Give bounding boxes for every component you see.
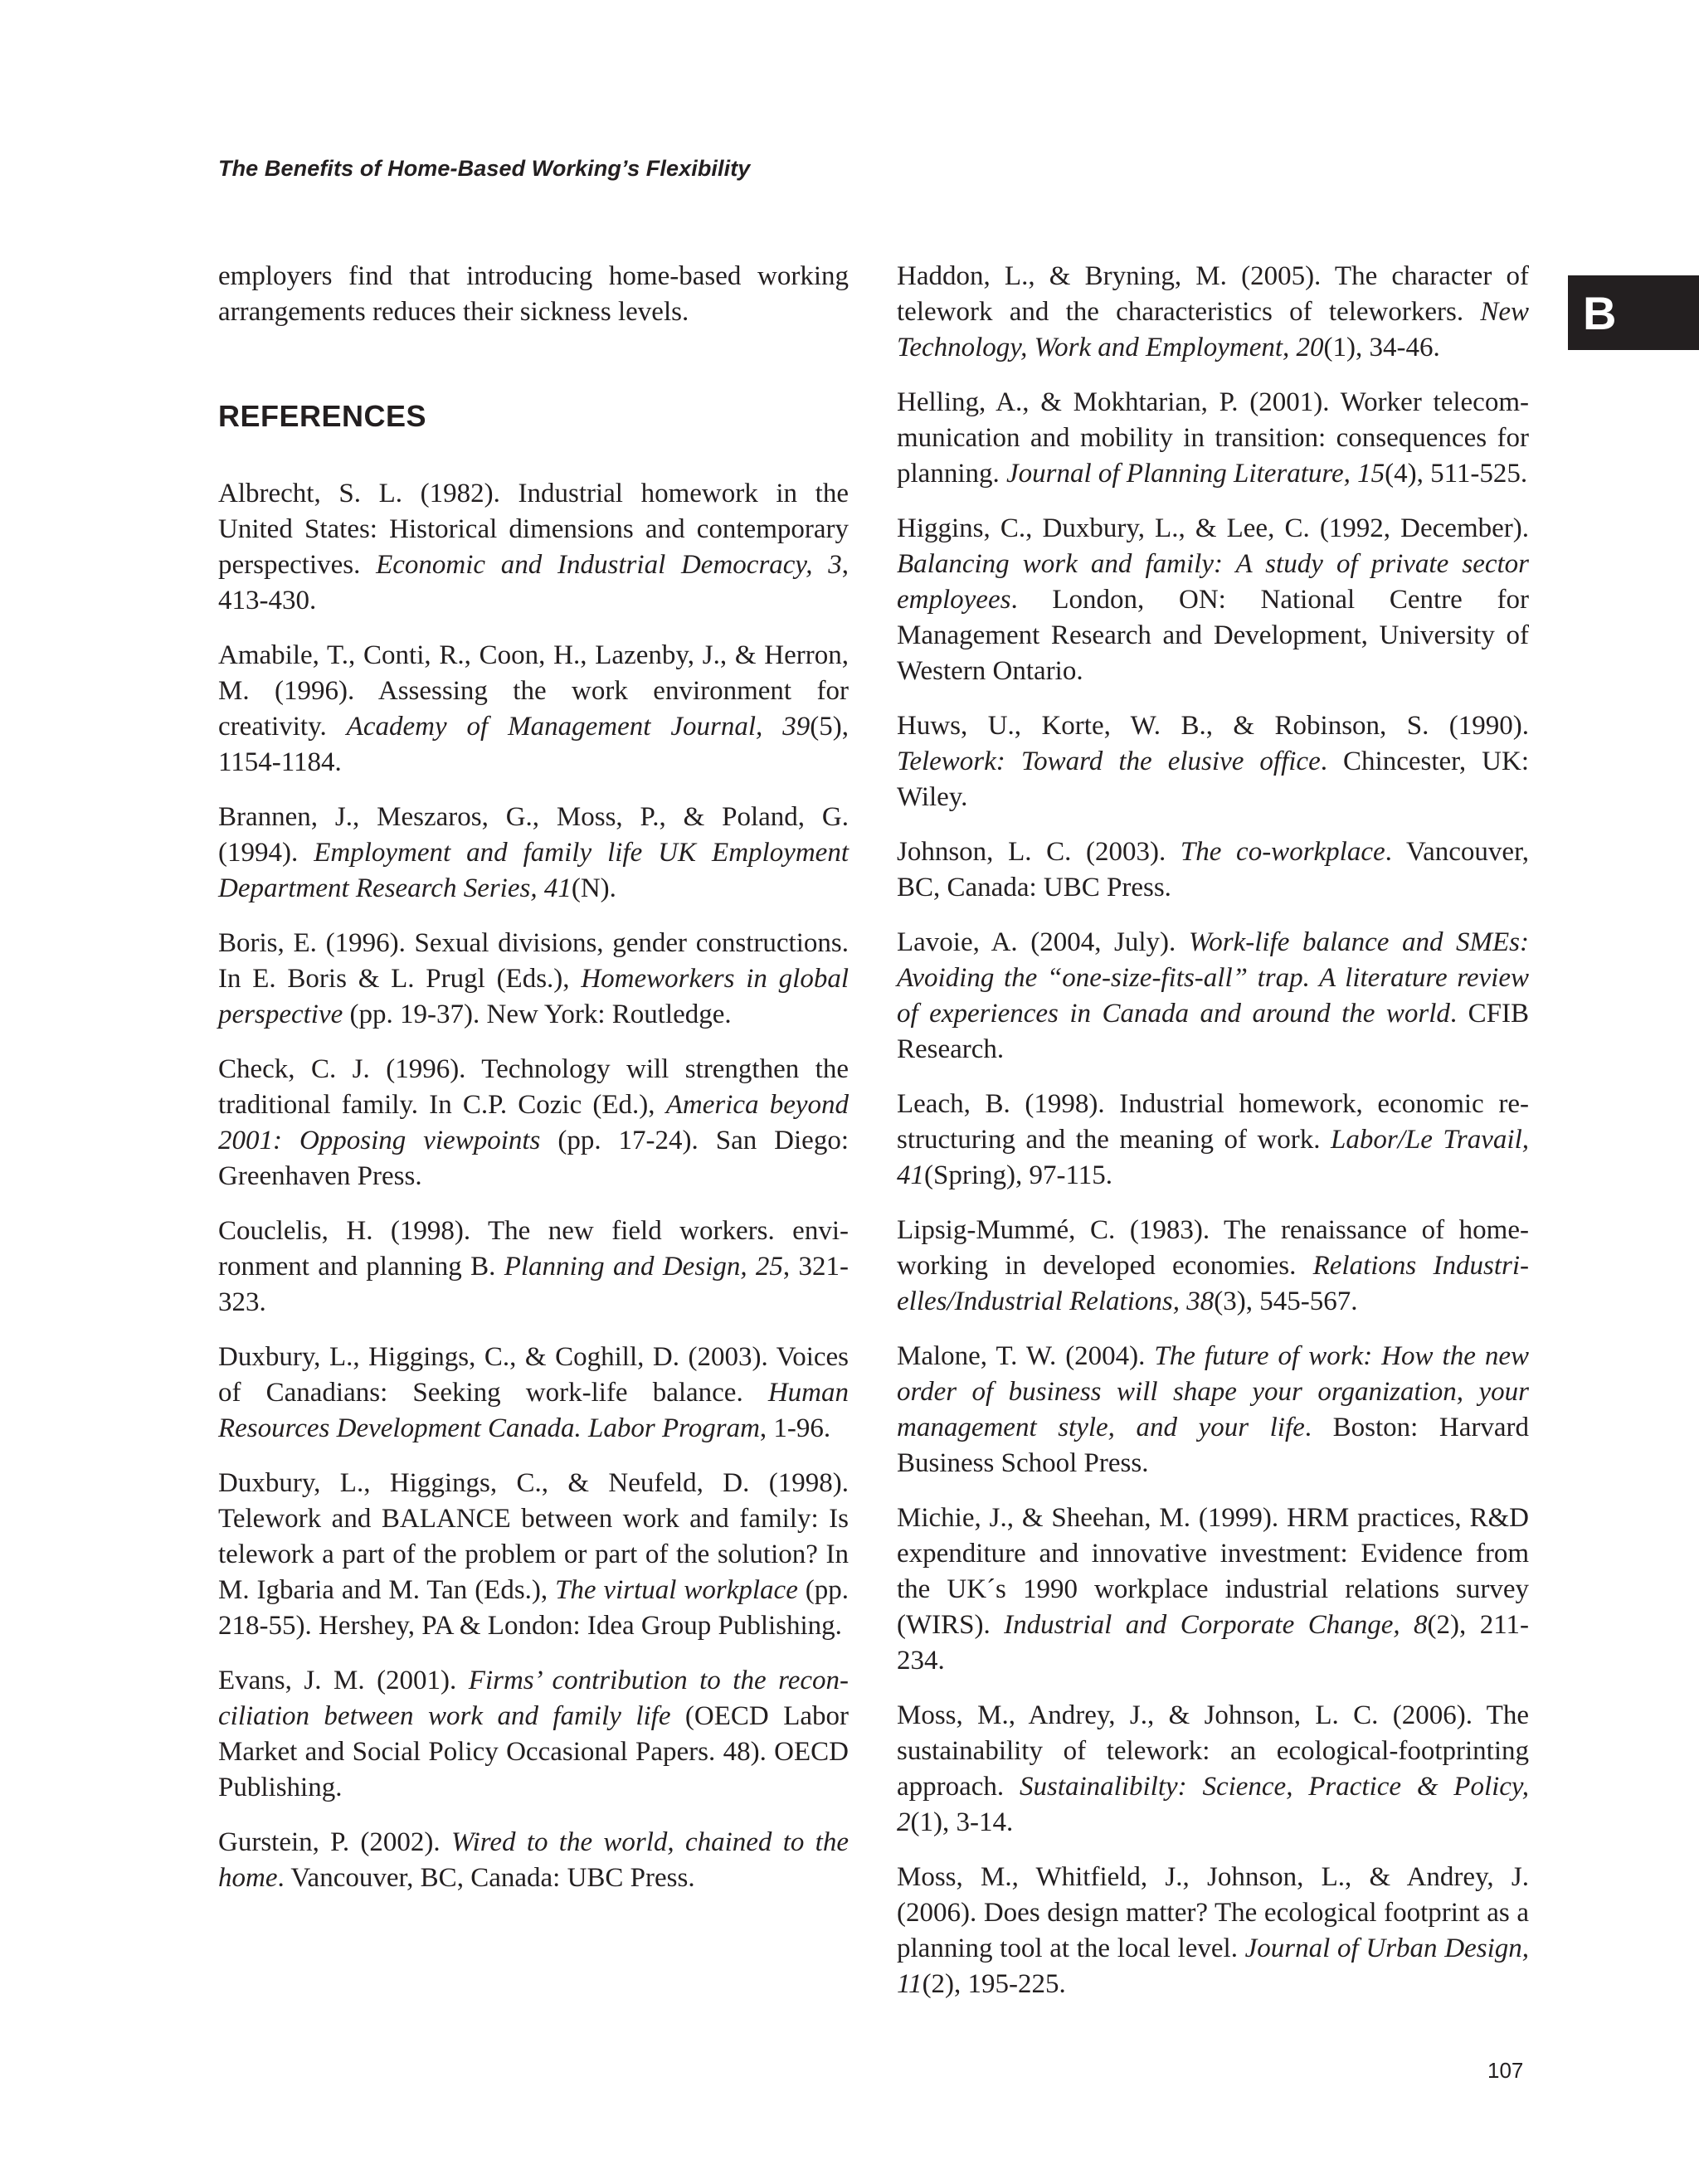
reference-italic-segment: The co-workplace <box>1180 837 1385 867</box>
reference-text-segment: , 413-430. <box>218 550 850 615</box>
reference-entry <box>218 1052 849 1194</box>
reference-text-segment: Michie, J., & Sheehan, M. (1999). HRM practices, R&D expenditure and innovative investment: Evidence from the UK´s 1990 workplace industrial relations survey (WIRS). <box>897 1503 1529 1640</box>
section-tab-letter: B <box>1583 286 1617 339</box>
reference-entry <box>897 1860 1529 2002</box>
reference-italic-segment: New Technology, Work and Employment, 20 <box>897 297 1529 362</box>
reference-text-segment: , 321-323. <box>218 1252 849 1317</box>
left-column <box>218 259 849 1915</box>
reference-text-segment: Evans, J. M. (2001). <box>218 1666 469 1695</box>
reference-text-segment: Boris, E. (1996). Sexual divisions, gender constructions. In E. Boris & L. Prugl (Eds.), <box>218 928 849 994</box>
reference-italic-segment: Firms’ contribution to the reconciliation between work and family life <box>218 1666 850 1731</box>
page-number: 107 <box>1487 2058 1524 2083</box>
reference-text-segment: . Vancouver, BC, Canada: UBC Press. <box>277 1863 695 1893</box>
reference-entry <box>218 926 849 1033</box>
reference-text-segment: Check, C. J. (1996). Technology will strengthen the traditional family. In C.P. Cozic (Ed.), <box>218 1054 849 1120</box>
intro-paragraph: employers find that introducing home-based working arrangements reduces their sickness levels. <box>218 261 849 327</box>
reference-text-segment: (OECD Labor Market and Social Policy Occasional Papers. 48). OECD Publishing. <box>218 1701 849 1802</box>
reference-italic-segment: Journal of Urban Design, 11 <box>897 1933 1529 1999</box>
reference-italic-segment: Human Resources Development Canada. Labor Program <box>218 1378 849 1443</box>
reference-text-segment: (1), 3-14. <box>910 1807 1014 1837</box>
reference-italic-segment: Planning and Design, 25 <box>504 1252 783 1282</box>
reference-entry <box>897 834 1529 906</box>
reference-italic-segment: Relations Industrielles/Industrial Relations, 38 <box>897 1251 1529 1316</box>
reference-text-segment: (pp. 19-37). New York: Routledge. <box>343 1000 732 1029</box>
reference-text-segment: Moss, M., Andrey, J., & Johnson, L. C. (2006). The sustainability of telework: an ecological-footprinting approach. <box>897 1700 1529 1802</box>
reference-entry <box>218 638 849 781</box>
reference-entry <box>897 1698 1529 1841</box>
reference-italic-segment: Academy of Management Journal, 39 <box>346 712 811 742</box>
reference-entry <box>897 1087 1529 1194</box>
reference-text-segment: (Spring), 97-115. <box>924 1160 1113 1190</box>
reference-entry <box>218 1825 849 1896</box>
reference-text-segment: . CFIB Research. <box>897 999 1529 1064</box>
section-tab-marker <box>1568 275 1699 350</box>
reference-italic-segment: America beyond 2001: Opposing viewpoints <box>218 1090 849 1155</box>
reference-text-segment: Duxbury, L., Higgings, C., & Neufeld, D. (1998). Telework and BALANCE between work and family: Is telework a part of the problem or part of the solution? In M. Igbaria and M. Tan (Eds.), <box>218 1468 849 1605</box>
reference-entry <box>218 1340 849 1447</box>
right-reference-list <box>897 259 1529 2002</box>
reference-text-segment: (1), 34-46. <box>1323 333 1440 362</box>
reference-italic-segment: Sustainalibilty: Science, Practice & Policy, 2 <box>897 1772 1529 1837</box>
reference-text-segment: Huws, U., Korte, W. B., & Robinson, S. (1990). <box>897 711 1529 741</box>
reference-text-segment: (5), 1154-1184. <box>218 712 849 777</box>
reference-entry <box>218 476 849 619</box>
reference-text-segment: Lipsig-Mummé, C. (1983). The renaissance of homeworking in developed economies. <box>897 1215 1529 1281</box>
reference-text-segment: (pp. 17-24). San Diego: Greenhaven Press. <box>218 1126 849 1191</box>
reference-italic-segment: Employment and family life UK Employment Department Research Series, 41 <box>218 838 849 903</box>
reference-entry <box>897 708 1529 815</box>
reference-text-segment: Couclelis, H. (1998). The new field workers. environment and planning B. <box>218 1216 849 1282</box>
reference-italic-segment: The virtual workplace <box>555 1575 798 1605</box>
reference-entry <box>218 1663 849 1806</box>
reference-text-segment: Moss, M., Whitfield, J., Johnson, L., & Andrey, J. (2006). Does design matter? The ecological footprint as a planning tool at the local level. <box>897 1862 1529 1963</box>
reference-italic-segment: Journal of Planning Literature, 15 <box>1005 459 1385 489</box>
reference-text-segment: (4), 511-525. <box>1385 459 1528 489</box>
references-heading: REFERENCES <box>218 399 427 433</box>
reference-italic-segment: Wired to the world, chained to the home <box>218 1827 849 1893</box>
reference-text-segment: (2), 195-225. <box>922 1969 1066 1999</box>
reference-text-segment: (3), 545-567. <box>1214 1287 1358 1316</box>
reference-text-segment: Haddon, L., & Bryning, M. (2005). The character of telework and the characteristics of teleworkers. <box>897 261 1529 327</box>
reference-text-segment: Lavoie, A. (2004, July). <box>897 927 1189 957</box>
reference-italic-segment: Homeworkers in global perspective <box>218 964 849 1029</box>
reference-italic-segment: Economic and Industrial Democracy, 3 <box>376 550 842 580</box>
reference-italic-segment: The future of work: How the new order of business will shape your organization, your management style, and your life <box>897 1341 1529 1442</box>
reference-entry <box>897 385 1529 492</box>
reference-entry <box>897 1213 1529 1320</box>
reference-italic-segment: Labor/Le Travail, 41 <box>897 1125 1529 1190</box>
reference-entry <box>897 259 1529 366</box>
reference-text-segment: Albrecht, S. L. (1982). Industrial homework in the United States: Historical dimensions and contemporary perspectives. <box>218 479 849 580</box>
reference-entry <box>897 511 1529 689</box>
reference-text-segment: Malone, T. W. (2004). <box>897 1341 1155 1371</box>
reference-italic-segment: Industrial and Corporate Change, 8 <box>1004 1610 1428 1640</box>
reference-text-segment: . Boston: Harvard Business School Press. <box>897 1413 1529 1478</box>
reference-text-segment: (pp. 218-55). Hershey, PA & London: Idea Group Publishing. <box>218 1575 849 1641</box>
reference-text-segment: Brannen, J., Meszaros, G., Moss, P., & Poland, G. (1994). <box>218 802 849 868</box>
reference-entry <box>218 800 849 907</box>
reference-italic-segment: Telework: Toward the elusive office <box>897 747 1321 776</box>
reference-text-segment: . Chincester, UK: Wiley. <box>897 747 1529 812</box>
reference-text-segment: . Vancouver, BC, Canada: UBC Press. <box>897 837 1529 902</box>
reference-entry <box>218 1466 849 1644</box>
reference-text-segment: Helling, A., & Mokhtarian, P. (2001). Worker telecommunication and mobility in transition: consequences for planning. <box>897 387 1529 489</box>
left-reference-list <box>218 476 849 1896</box>
reference-italic-segment: Balancing work and family: A study of private sector employees <box>897 549 1529 615</box>
reference-italic-segment: Work-life balance and SMEs: Avoiding the “one-size-fits-all” trap. A literature review of experiences in Canada and around the world <box>897 927 1529 1029</box>
reference-entry <box>218 1214 849 1321</box>
reference-entry <box>897 1339 1529 1481</box>
reference-text-segment: Amabile, T., Conti, R., Coon, H., Lazenby, J., & Herron, M. (1996). Assessing the work environment for creativity. <box>218 640 849 742</box>
reference-text-segment: Duxbury, L., Higgings, C., & Coghill, D. (2003). Voices of Canadians: Seeking work-life balance. <box>218 1342 849 1408</box>
reference-text-segment: (2), 211-234. <box>897 1610 1529 1676</box>
reference-text-segment: Johnson, L. C. (2003). <box>897 837 1181 867</box>
reference-entry <box>897 925 1529 1068</box>
reference-text-segment: , 1-96. <box>759 1413 831 1443</box>
reference-text-segment: Higgins, C., Duxbury, L., & Lee, C. (1992, December). <box>897 513 1529 543</box>
right-column <box>897 259 1529 2021</box>
reference-text-segment: . London, ON: National Centre for Management Research and Development, University of Western Ontario. <box>897 585 1529 686</box>
reference-entry <box>897 1501 1529 1679</box>
reference-text-segment: Gurstein, P. (2002). <box>218 1827 451 1857</box>
reference-text-segment: (N). <box>571 873 616 903</box>
reference-text-segment: Leach, B. (1998). Industrial homework, economic restructuring and the meaning of work. <box>897 1089 1529 1155</box>
running-header: The Benefits of Home-Based Working’s Flexibility <box>218 156 751 181</box>
